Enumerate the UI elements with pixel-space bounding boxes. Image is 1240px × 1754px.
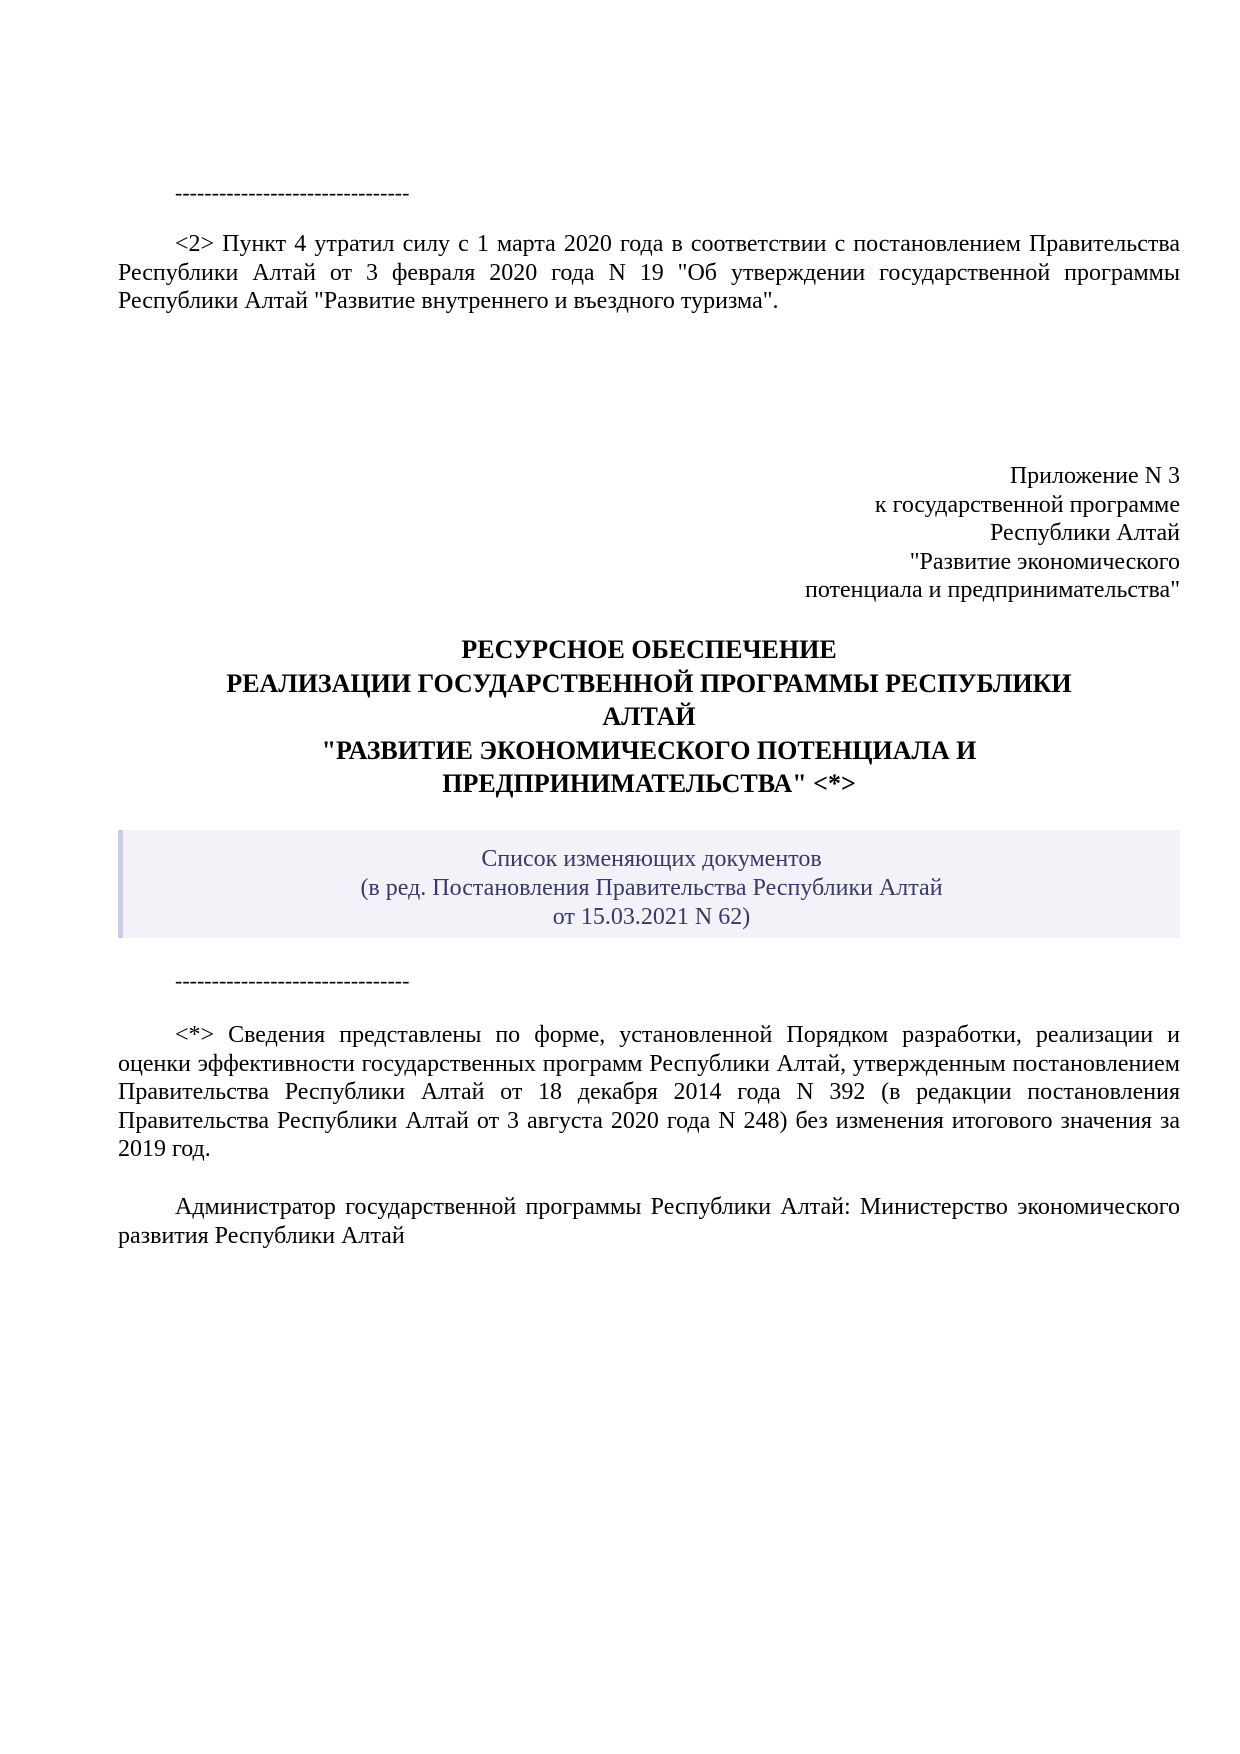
title-line: РЕСУРСНОЕ ОБЕСПЕЧЕНИЕ	[461, 635, 837, 664]
title-line: АЛТАЙ	[602, 702, 696, 731]
appendix-line: Республики Алтай	[990, 520, 1180, 547]
appendix-line: "Развитие экономического	[909, 548, 1180, 575]
appendix-line: потенциала и предпринимательства"	[804, 577, 1180, 604]
title-line: "РАЗВИТИЕ ЭКОНОМИЧЕСКОГО ПОТЕНЦИАЛА И	[321, 735, 977, 765]
changes-box	[118, 830, 1180, 938]
administrator-text: Администратор государственной программы Республики Алтай: Министерство экономического развития Республики Алтай	[118, 1194, 1180, 1249]
footnote-separator: --------------------------------	[175, 968, 410, 993]
footnote-star-text: <*> Сведения представлены по форме, установленной Порядком разработки, реализации и оценки эффективности государственных программ Республики Алтай, утвержденным постановлением Правительства Республики Алтай от 18 декабря 2014 года N 392 (в редакции постановления Правительства Республики Алтай от 3 августа 2020 года N 248) без изменения итогового значения за 2019 год.	[118, 1022, 1180, 1163]
title-line: РЕАЛИЗАЦИИ ГОСУДАРСТВЕННОЙ ПРОГРАММЫ РЕСПУБЛИКИ	[226, 668, 1072, 698]
changes-line: (в ред. Постановления Правительства Республики Алтай	[360, 874, 943, 901]
footnote-2	[118, 230, 1180, 316]
title-line: ПРЕДПРИНИМАТЕЛЬСТВА" <*>	[442, 769, 856, 798]
footnote-separator: --------------------------------	[175, 180, 410, 205]
appendix-line: Приложение N 3	[1009, 463, 1180, 489]
changes-line: от 15.03.2021 N 62)	[552, 903, 751, 930]
administrator	[118, 1193, 1180, 1250]
footnote-2-text: <2> Пункт 4 утратил силу с 1 марта 2020 года в соответствии с постановлением Правительства Республики Алтай от 3 февраля 2020 года N 19 "Об утверждении государственной программы Республики Алтай "Развитие внутреннего и въездного туризма".	[118, 231, 1180, 315]
document-title	[118, 633, 1180, 801]
appendix-header	[118, 462, 1180, 605]
footnote-star	[118, 1021, 1180, 1164]
changes-line: Список изменяющих документов	[481, 846, 822, 872]
appendix-line: к государственной программе	[874, 491, 1180, 518]
